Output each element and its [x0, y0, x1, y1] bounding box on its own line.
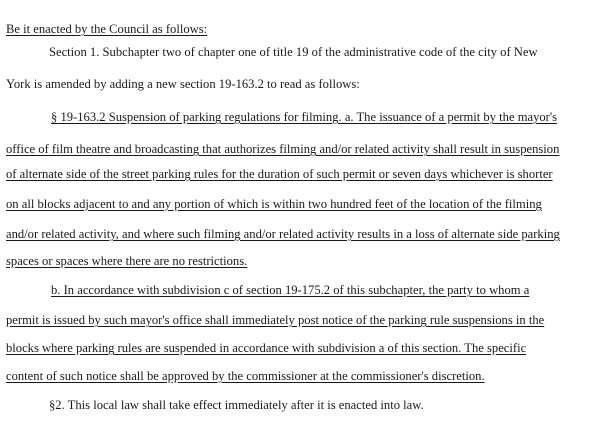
subdivision-b-line: blocks where parking rules are suspended in accordance with subdivision a of this section. The specific	[6, 341, 527, 355]
new-section-line: and/or related activity, and where such filming and/or related activity results in a loss of alternate side parking	[6, 227, 560, 241]
subdivision-b-line: content of such notice shall be approved by the commissioner at the commissioner's discretion.	[6, 369, 485, 383]
section-1-line-1: Section 1. Subchapter two of chapter one of title 19 of the administrative code of the city of New	[49, 45, 538, 59]
subdivision-b-line: permit is issued by such mayor's office shall immediately post notice of the parking rule suspensions in the	[6, 313, 545, 327]
new-section-line: of alternate side of the street parking rules for the duration of such permit or seven days whichever is shorter	[6, 167, 553, 181]
section-1-line-2: York is amended by adding a new section 19-163.2 to read as follows:	[6, 77, 360, 91]
new-section-heading-line: § 19-163.2 Suspension of parking regulations for filming. a. The issuance of a permit by the mayor's	[51, 110, 558, 124]
subdivision-b-line: b. In accordance with subdivision c of section 19-175.2 of this subchapter, the party to whom a	[51, 283, 530, 297]
new-section-line: office of film theatre and broadcasting that authorizes filming and/or related activity shall result in suspension	[6, 142, 560, 156]
enacting-clause: Be it enacted by the Council as follows:	[6, 22, 208, 36]
new-section-line: spaces or spaces where there are no restrictions.	[6, 254, 248, 268]
section-2: §2. This local law shall take effect immediately after it is enacted into law.	[49, 398, 424, 412]
new-section-line: on all blocks adjacent to and any portion of which is within two hundred feet of the location of the filming	[6, 197, 542, 211]
